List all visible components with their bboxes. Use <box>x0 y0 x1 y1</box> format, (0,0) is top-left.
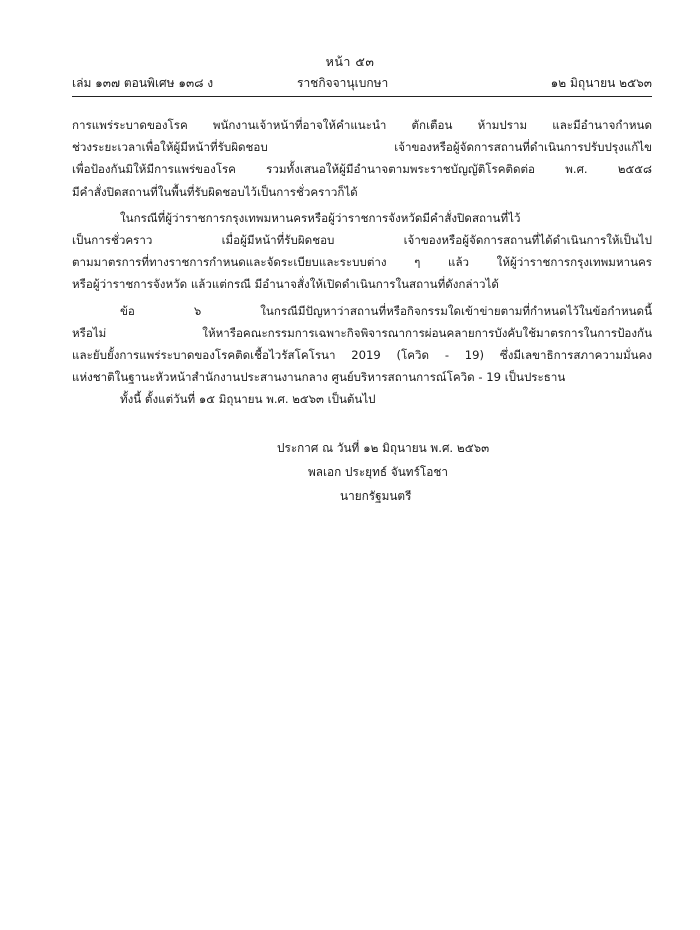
text-line: ข้อ ๖ ในกรณีมีปัญหาว่าสถานที่หรือกิจกรรมใดเข้าข่ายตามที่กำหนดไว้ในข้อกำหนดนี้ <box>120 303 652 318</box>
text-line: การแพร่ระบาดของโรค พนักงานเจ้าหน้าที่อาจให้คำแนะนำ ตักเตือน ห้ามปราม และมีอำนาจกำหนด <box>72 118 652 132</box>
text-line: หรือผู้ว่าราชการจังหวัด แล้วแต่กรณี มีอำนาจสั่งให้เปิดดำเนินการในสถานที่ดังกล่าวได้ <box>72 277 499 292</box>
text-line: มีคำสั่งปิดสถานที่ในพื้นที่รับผิดชอบไว้เป็นการชั่วคราวก็ได้ <box>72 184 358 199</box>
header-divider <box>72 96 652 97</box>
text-line: หรือไม่ ให้หารือคณะกรรมการเฉพาะกิจพิจารณาการผ่อนคลายการบังคับใช้มาตรการในการป้องกัน <box>72 325 652 340</box>
gazette-header <box>72 74 652 92</box>
text-line: ตามมาตรการที่ทางราชการกำหนดและจัดระเบียบและระบบต่าง ๆ แล้ว ให้ผู้ว่าราชการกรุงเทพมหานคร <box>72 255 652 270</box>
signatory-position: นายกรัฐมนตรี <box>340 489 412 503</box>
text-line: และยับยั้งการแพร่ระบาดของโรคติดเชื้อไวรัสโคโรนา 2019 (โควิด - 19) ซึ่งมีเลขาธิการสภาความมั่นคง <box>72 348 652 363</box>
text-line: เพื่อป้องกันมิให้มีการแพร่ของโรค รวมทั้งเสนอให้ผู้มีอำนาจตามพระราชบัญญัติโรคติดต่อ พ.ศ. ๒๕๕๘ <box>72 162 652 177</box>
volume-issue: เล่ม ๑๓๗ ตอนพิเศษ ๑๓๘ ง <box>72 76 214 90</box>
body-text <box>72 114 652 411</box>
text-line: ช่วงระยะเวลาเพื่อให้ผู้มีหน้าที่รับผิดชอบ เจ้าของหรือผู้จัดการสถานที่ดำเนินการปรับปรุงแก้ไข <box>72 140 652 155</box>
announcement-date: ประกาศ ณ วันที่ ๑๒ มิถุนายน พ.ศ. ๒๕๖๓ <box>277 441 490 455</box>
text-line: เป็นการชั่วคราว เมื่อผู้มีหน้าที่รับผิดชอบ เจ้าของหรือผู้จัดการสถานที่ได้ดำเนินการให้เป็นไป <box>72 233 652 248</box>
text-line: ในกรณีที่ผู้ว่าราชการกรุงเทพมหานครหรือผู้ว่าราชการจังหวัดมีคำสั่งปิดสถานที่ไว้ <box>120 210 521 225</box>
page-number: หน้า ๕๓ <box>325 54 375 69</box>
text-line: ทั้งนี้ ตั้งแต่วันที่ ๑๕ มิถุนายน พ.ศ. ๒๕๖๓ เป็นต้นไป <box>120 392 376 407</box>
publication-name: ราชกิจจานุเบกษา <box>297 76 389 90</box>
signatory-name: พลเอก ประยุทธ์ จันทร์โอชา <box>308 465 448 479</box>
publication-date: ๑๒ มิถุนายน ๒๕๖๓ <box>550 76 652 90</box>
text-line: แห่งชาติในฐานะหัวหน้าสำนักงานประสานงานกลาง ศูนย์บริหารสถานการณ์โควิด - 19 เป็นประธาน <box>72 370 566 385</box>
